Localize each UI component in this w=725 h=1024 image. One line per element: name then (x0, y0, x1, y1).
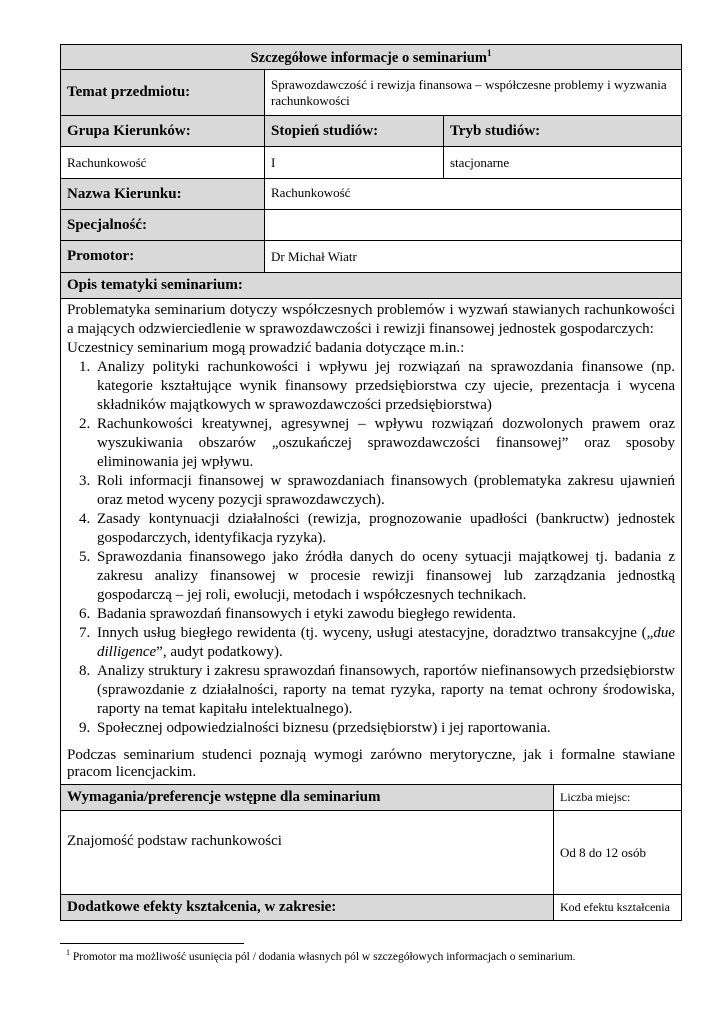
opis-body (61, 299, 682, 785)
nazwa-value: Rachunkowość (265, 179, 682, 210)
grupa-value: Rachunkowość (61, 147, 265, 179)
item7-tail: ”, audyt podatkowy). (156, 644, 283, 660)
item7-italic: due dilligence (97, 625, 675, 660)
footnote-divider (60, 943, 244, 944)
opis-body-row (61, 299, 682, 785)
wymagania-header-row (61, 785, 682, 811)
opis-intro-1: Problematyka seminarium dotyczy współczesnych problemów i wyzwań stawianych rachunkowości a mających odzwierciedlenie w sprawozdawczości i rewizji finansowej jednostek gospodarczych: (67, 302, 675, 337)
list-item (94, 624, 675, 662)
list-item: 1. Analizy polityki rachunkowości i wpływu jej rozwiązań na sprawozdania finansowe (np. kategorie kształtujące wynik finansowy przedsiębiorstwa czy ujecie, prezentacja i wycena składników majątkowych w sprawozdawczości przedsiębiorstwa) (94, 358, 675, 415)
liczba-miejsc-value: Od 8 do 12 osób (554, 811, 682, 895)
specjalnosc-label: Specjalność: (61, 210, 265, 241)
list-item: 2. Rachunkowości kreatywnej, agresywnej – wpływu rozwiązań dozwolonych prawem oraz wyszukiwania obszarów „oszukańczej sprawozdawczości finansowej” oraz sposoby eliminowania jej wpływu. (94, 415, 675, 472)
opis-topic-list (67, 358, 675, 738)
temat-value: Sprawozdawczość i rewizja finansowa – współczesne problemy i wyzwania rachunkowości (265, 70, 682, 116)
footnote-ref: 1 (486, 47, 492, 58)
tryb-value: stacjonarne (444, 147, 682, 179)
stopien-label: Stopień studiów: (265, 116, 444, 147)
footnote-number: 1 (66, 948, 70, 957)
list-item: 6. Badania sprawozdań finansowych i etyki zawodu biegłego rewidenta. (94, 605, 675, 624)
list-item: 4. Zasady kontynuacji działalności (rewizja, prognozowanie upadłości (bankructw) jednostek gospodarczych, identyfikacja ryzyka). (94, 510, 675, 548)
promotor-value: Dr Michał Wiatr (265, 241, 682, 273)
list-item: 9. Społecznej odpowiedzialności biznesu (przedsiębiorstw) i jej raportowania. (94, 719, 675, 738)
opis-label: Opis tematyki seminarium: (61, 273, 682, 299)
table-title-row (61, 45, 682, 70)
footnote (66, 948, 576, 963)
item7-text: Innych usług biegłego rewidenta (tj. wyceny, usługi atestacyjne, doradztwo transakcyjne („ (97, 625, 654, 641)
grupa-value-row (61, 147, 682, 179)
wymagania-label: Wymagania/preferencje wstępne dla seminarium (61, 785, 554, 811)
nazwa-row (61, 179, 682, 210)
list-item: 3. Roli informacji finansowej w sprawozdaniach finansowych (problematyka zakresu ujawnień oraz metod wyceny pozycji sprawozdawczych). (94, 472, 675, 510)
list-item: 5. Sprawozdania finansowego jako źródła danych do oceny sytuacji majątkowej tj. badania z zakresu analizy finansowej w procesie rewizji finansowej lub zarządzania jednostką gospodarczą – jej roli, ewolucji, metodach i współczesnych technikach. (94, 548, 675, 605)
promotor-row (61, 241, 682, 273)
kod-efektu-label: Kod efektu kształcenia (554, 895, 682, 921)
grupa-label: Grupa Kierunków: (61, 116, 265, 147)
wymagania-value-row (61, 811, 682, 895)
opis-closing: Podczas seminarium studenci poznają wymogi zarówno merytoryczne, jak i formalne stawiane pracom licencjackim. (67, 747, 675, 780)
wymagania-value: Znajomość podstaw rachunkowości (61, 811, 554, 895)
efekty-row (61, 895, 682, 921)
specjalnosc-value (265, 210, 682, 241)
table-title: Szczegółowe informacje o seminarium$^1$ (61, 45, 682, 70)
efekty-label: Dodatkowe efekty kształcenia, w zakresie: (61, 895, 554, 921)
opis-header-row (61, 273, 682, 299)
grupa-header-row (61, 116, 682, 147)
specjalnosc-row (61, 210, 682, 241)
list-item: 8. Analizy struktury i zakresu sprawozdań finansowych, raportów niefinansowych przedsiębiorstw (sprawozdanie z działalności, raporty na temat ryzyka, raporty na temat ochrony środowiska, raporty na temat kapitału intelektualnego). (94, 662, 675, 719)
nazwa-label: Nazwa Kierunku: (61, 179, 265, 210)
temat-label: Temat przedmiotu: (61, 70, 265, 116)
temat-row (61, 70, 682, 116)
footnote-text: Promotor ma możliwość usunięcia pól / dodania własnych pól w szczegółowych informacjach o seminarium. (70, 950, 576, 963)
seminar-info-table (60, 44, 682, 921)
promotor-label: Promotor: (61, 241, 265, 273)
liczba-miejsc-label: Liczba miejsc: (554, 785, 682, 811)
opis-intro-2: Uczestnicy seminarium mogą prowadzić badania dotyczące m.in.: (67, 340, 465, 356)
tryb-label: Tryb studiów: (444, 116, 682, 147)
stopien-value: I (265, 147, 444, 179)
